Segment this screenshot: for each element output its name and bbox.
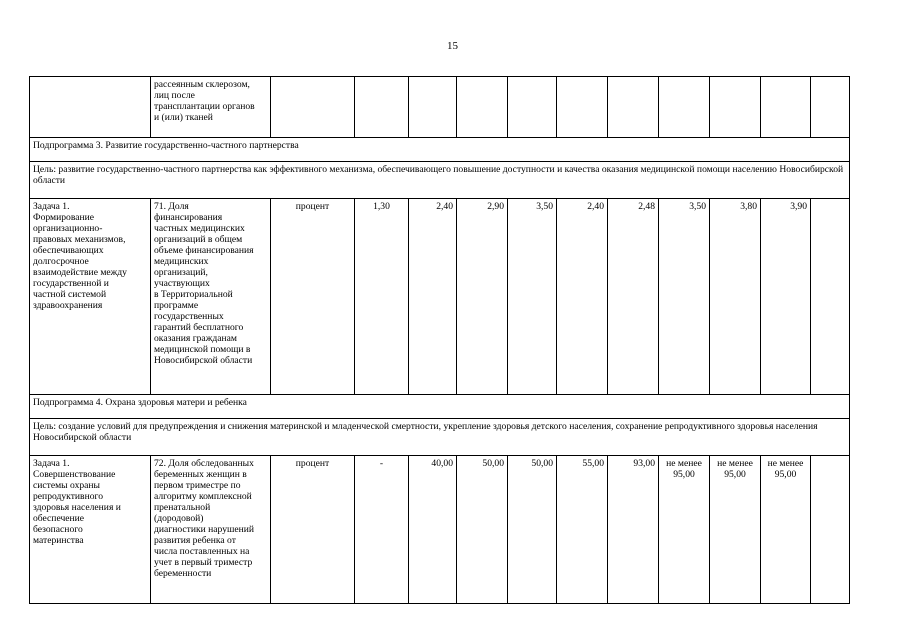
value-cell: 55,00: [557, 456, 608, 604]
value-cell: не менее 95,00: [659, 456, 710, 604]
subprogram-3-goal-row: [30, 162, 850, 199]
value-cell: 2,90: [457, 199, 508, 395]
task-cell: [30, 77, 151, 138]
unit-cell: процент: [271, 456, 355, 604]
subprogram-3-header-row: [30, 138, 850, 162]
value-cell: 2,48: [608, 199, 659, 395]
value-cell: не менее 95,00: [761, 456, 811, 604]
task-cell: Задача 1. Формирование организационно- правовых механизмов, обеспечивающих долгосрочное взаимодействие между государственной и частной системой здравоохранения: [30, 199, 151, 395]
value-cell: 3,50: [659, 199, 710, 395]
unit-cell: [271, 77, 355, 138]
value-cell: 3,80: [710, 199, 761, 395]
value-cell: 1,30: [355, 199, 409, 395]
subprogram-4-goal: Цель: создание условий для предупреждения и снижения материнской и младенческой смертности, укрепление здоровья детского населения, сохранение репродуктивного здоровья населения Новосибирской области: [30, 419, 850, 456]
value-cell: 40,00: [409, 456, 457, 604]
value-cell: -: [355, 456, 409, 604]
page-number: 15: [447, 40, 458, 52]
value-cell: 93,00: [608, 456, 659, 604]
task-cell: Задача 1. Совершенствование системы охраны репродуктивного здоровья населения и обеспечение безопасного материнства: [30, 456, 151, 604]
subprogram-3-goal: Цель: развитие государственно-частного партнерства как эффективного механизма, обеспечивающего повышение доступности и качества оказания медицинской помощи населению Новосибирской области: [30, 162, 850, 199]
value-cell: [811, 199, 850, 395]
table-row-continuation: [30, 77, 850, 138]
indicator-cell: 71. Доля финансирования частных медицинских организаций в общем объеме финансирования медицинских организаций, участвующих в Территориальной программе государственных гарантий бесплатного оказания гражданам медицинской помощи в Новосибирской области: [151, 199, 271, 395]
value-cell: 2,40: [409, 199, 457, 395]
subprogram-4-goal-row: [30, 419, 850, 456]
indicator-cell: 72. Доля обследованных беременных женщин в первом триместре по алгоритму комплексной пренатальной (дородовой) диагностики нарушений развития ребенка от числа поставленных на учет в первый триместр беременности: [151, 456, 271, 604]
indicator-cell: рассеянным склерозом, лиц после трансплантации органов и (или) тканей: [151, 77, 271, 138]
value-cell: 3,90: [761, 199, 811, 395]
value-cell: 2,40: [557, 199, 608, 395]
subprogram-4-title: Подпрограмма 4. Охрана здоровья матери и ребенка: [30, 395, 850, 419]
indicators-table: [29, 76, 850, 604]
value-cell: не менее 95,00: [710, 456, 761, 604]
value-cell: 50,00: [457, 456, 508, 604]
table-row: [30, 456, 850, 604]
table-row: [30, 199, 850, 395]
value-cell: 3,50: [508, 199, 557, 395]
value-cell: [811, 456, 850, 604]
subprogram-3-title: Подпрограмма 3. Развитие государственно-частного партнерства: [30, 138, 850, 162]
value-cell: 50,00: [508, 456, 557, 604]
unit-cell: процент: [271, 199, 355, 395]
subprogram-4-header-row: [30, 395, 850, 419]
